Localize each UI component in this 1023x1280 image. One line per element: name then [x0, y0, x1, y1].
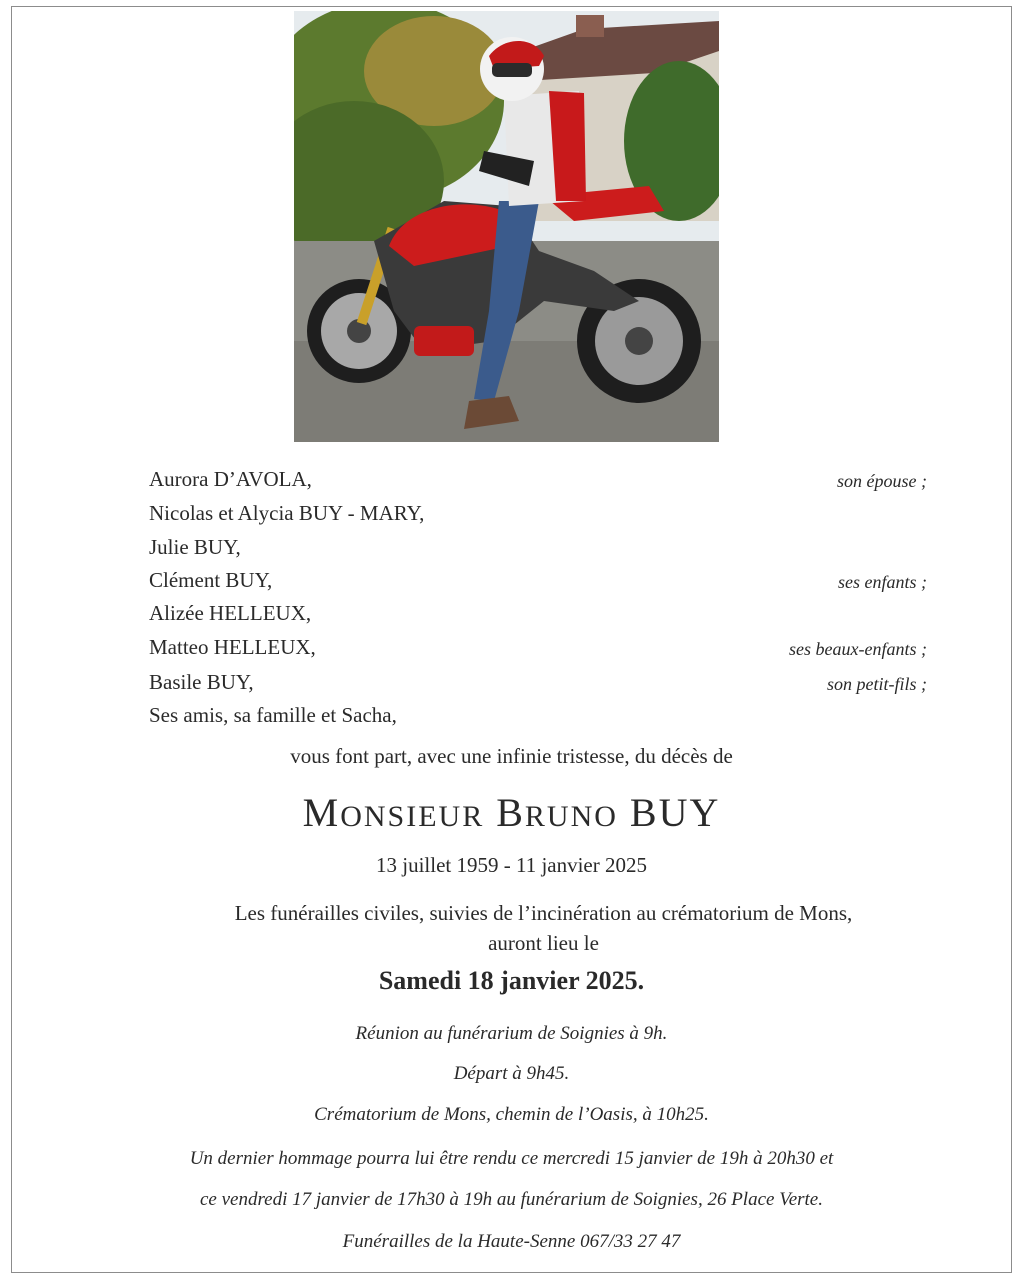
family-name: Matteo HELLEUX, [149, 635, 316, 659]
family-row [149, 601, 927, 631]
portrait-photo [294, 11, 719, 442]
deceased-initial: B [496, 790, 525, 835]
family-name: Nicolas et Alycia BUY - MARY, [149, 501, 425, 525]
announcement-intro: vous font part, avec une infinie tristesse, du décès de [290, 744, 733, 768]
schedule-line: Un dernier hommage pourra lui être rendu ce mercredi 15 janvier de 19h à 20h30 et [189, 1148, 834, 1169]
family-row [149, 535, 927, 565]
family-relation: son épouse ; [837, 471, 927, 491]
family-row [149, 703, 927, 733]
family-row [149, 467, 927, 497]
deceased-surname: BUY [629, 790, 721, 835]
deceased-firstname-rest: RUNO [524, 800, 618, 833]
family-name: Clément BUY, [149, 568, 273, 592]
family-row [149, 501, 927, 531]
family-name: Aurora D’AVOLA, [149, 467, 312, 491]
schedule-line: Départ à 9h45. [453, 1063, 570, 1084]
family-relation: son petit-fils ; [827, 674, 927, 694]
family-row [149, 635, 927, 665]
deceased-initial: M [302, 790, 341, 835]
family-row [149, 568, 927, 598]
family-name: Ses amis, sa famille et Sacha, [149, 703, 397, 727]
schedule-line: Crématorium de Mons, chemin de l’Oasis, à 10h25. [314, 1104, 709, 1125]
schedule-line: Réunion au funérarium de Soignies à 9h. [355, 1023, 668, 1044]
family-name: Julie BUY, [149, 535, 241, 559]
funeral-text-line: auront lieu le [488, 931, 599, 955]
schedule-line: ce vendredi 17 janvier de 17h30 à 19h au funérarium de Soignies, 26 Place Verte. [200, 1189, 823, 1210]
family-name: Basile BUY, [149, 670, 254, 694]
family-relation: ses beaux-enfants ; [789, 639, 927, 659]
deceased-name [0, 789, 1023, 836]
funeral-home-contact: Funérailles de la Haute-Senne 067/33 27 47 [342, 1231, 681, 1252]
family-name: Alizée HELLEUX, [149, 601, 312, 625]
family-row [149, 670, 927, 700]
life-dates: 13 juillet 1959 - 11 janvier 2025 [375, 853, 647, 877]
family-relation: ses enfants ; [838, 572, 927, 592]
funeral-text-line: Les funérailles civiles, suivies de l’incinération au crématorium de Mons, [234, 901, 853, 925]
funeral-date: Samedi 18 janvier 2025. [378, 966, 645, 995]
deceased-title-rest: ONSIEUR [340, 800, 485, 833]
